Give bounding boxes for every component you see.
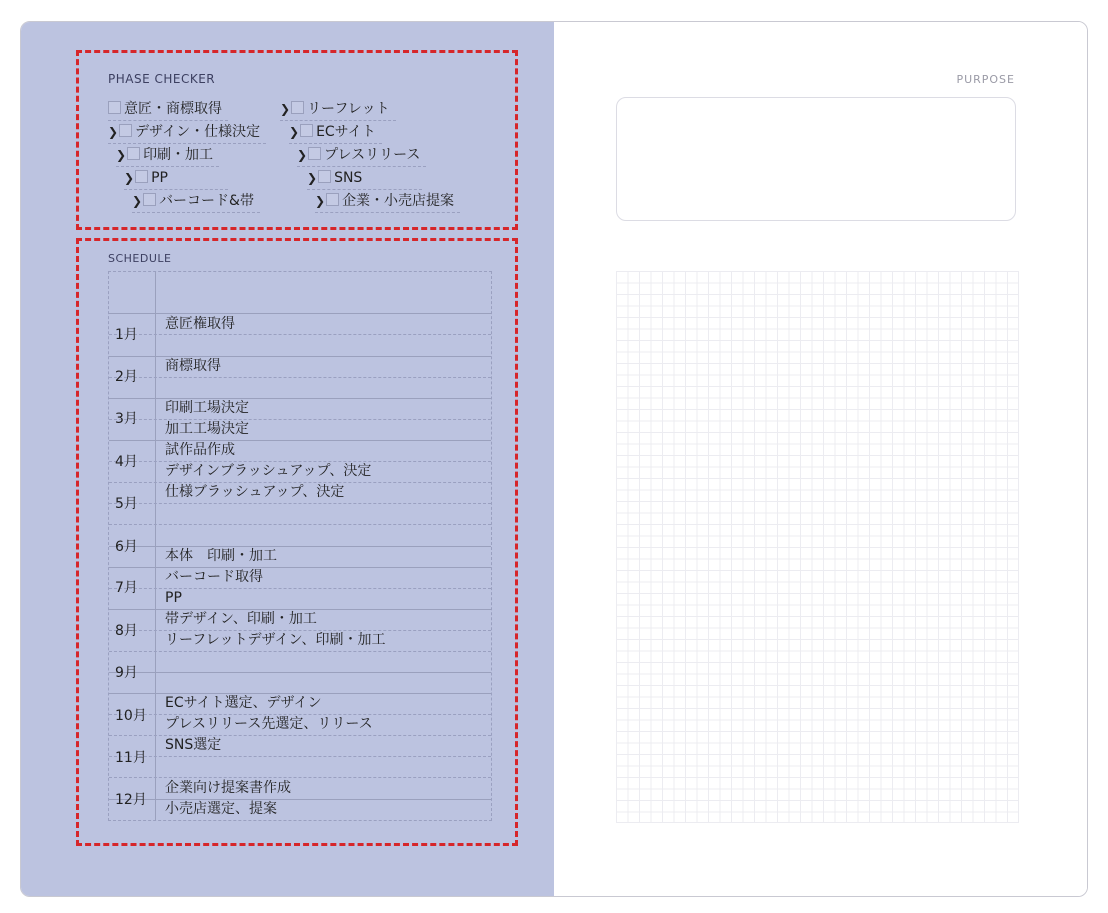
right-page [554, 22, 1087, 896]
purpose-field[interactable] [616, 97, 1016, 221]
chevron-right-icon: ❯ [297, 148, 308, 162]
phase-item-ec-site[interactable]: ❯ ECサイト [289, 123, 376, 141]
grid-notes-area[interactable] [616, 271, 1019, 823]
checkbox-icon[interactable] [108, 101, 121, 114]
month-label: 2月 [115, 369, 138, 385]
month-label: 1月 [115, 327, 138, 343]
schedule-entry: PP [165, 590, 182, 606]
chevron-right-icon: ❯ [289, 125, 300, 139]
month-label: 3月 [115, 411, 138, 427]
schedule-table [108, 271, 492, 821]
schedule-entry: 印刷工場決定 [165, 400, 249, 416]
checkbox-icon[interactable] [318, 170, 331, 183]
schedule-entry: 本体 印刷・加工 [165, 548, 277, 564]
checkbox-icon[interactable] [127, 147, 140, 160]
schedule-entry: 加工工場決定 [165, 421, 249, 437]
schedule-entry: 企業向け提案書作成 [165, 780, 291, 796]
phase-item-press-release[interactable]: ❯ プレスリリース [297, 146, 420, 164]
checkbox-icon[interactable] [326, 193, 339, 206]
checkbox-icon[interactable] [135, 170, 148, 183]
schedule-entry: プレスリリース先選定、リリース [165, 716, 373, 732]
phase-item-sns[interactable]: ❯ SNS [307, 169, 362, 187]
schedule-entry: デザインブラッシュアップ、決定 [165, 463, 372, 479]
month-label: 12月 [115, 792, 147, 808]
schedule-entry: 仕様ブラッシュアップ、決定 [165, 484, 345, 500]
chevron-right-icon: ❯ [108, 125, 119, 139]
chevron-right-icon: ❯ [116, 148, 127, 162]
checkbox-icon[interactable] [143, 193, 156, 206]
schedule-entry: SNS選定 [165, 737, 222, 753]
phase-item-design-trademark[interactable]: 意匠・商標取得 [108, 100, 222, 118]
schedule-entry: 意匠権取得 [165, 316, 235, 332]
schedule-entry: 商標取得 [165, 358, 221, 374]
schedule-entry: 帯デザイン、印刷・加工 [165, 611, 317, 627]
left-page [21, 22, 554, 896]
checkbox-icon[interactable] [308, 147, 321, 160]
checkbox-icon[interactable] [291, 101, 304, 114]
phase-item-pp[interactable]: ❯ PP [124, 169, 168, 187]
chevron-right-icon: ❯ [124, 171, 135, 185]
phase-checker-title: PHASE CHECKER [108, 72, 216, 86]
phase-item-corporate-retail[interactable]: ❯ 企業・小売店提案 [315, 192, 454, 210]
purpose-title: PURPOSE [956, 73, 1015, 86]
month-label: 10月 [115, 708, 147, 724]
chevron-right-icon: ❯ [315, 194, 326, 208]
schedule-entry: 小売店選定、提案 [165, 801, 277, 817]
chevron-right-icon: ❯ [280, 102, 291, 116]
month-label: 8月 [115, 623, 138, 639]
month-label: 4月 [115, 454, 138, 470]
phase-item-leaflet[interactable]: ❯ リーフレット [280, 100, 390, 118]
schedule-entry: リーフレットデザイン、印刷・加工 [165, 632, 386, 648]
schedule-entry: バーコード取得 [165, 569, 263, 585]
phase-item-print-process[interactable]: ❯ 印刷・加工 [116, 146, 213, 164]
phase-item-barcode-band[interactable]: ❯ バーコード&帯 [132, 192, 254, 210]
chevron-right-icon: ❯ [307, 171, 318, 185]
month-label: 9月 [115, 665, 138, 681]
notebook-spread [20, 21, 1088, 897]
checkbox-icon[interactable] [300, 124, 313, 137]
month-label: 11月 [115, 750, 147, 766]
schedule-title: SCHEDULE [108, 252, 172, 265]
month-label: 5月 [115, 496, 138, 512]
month-label: 7月 [115, 580, 138, 596]
phase-item-design-spec[interactable]: ❯ デザイン・仕様決定 [108, 123, 260, 141]
chevron-right-icon: ❯ [132, 194, 143, 208]
month-label: 6月 [115, 539, 138, 555]
schedule-entry: ECサイト選定、デザイン [165, 695, 322, 711]
checkbox-icon[interactable] [119, 124, 132, 137]
schedule-entry: 試作品作成 [165, 442, 235, 458]
